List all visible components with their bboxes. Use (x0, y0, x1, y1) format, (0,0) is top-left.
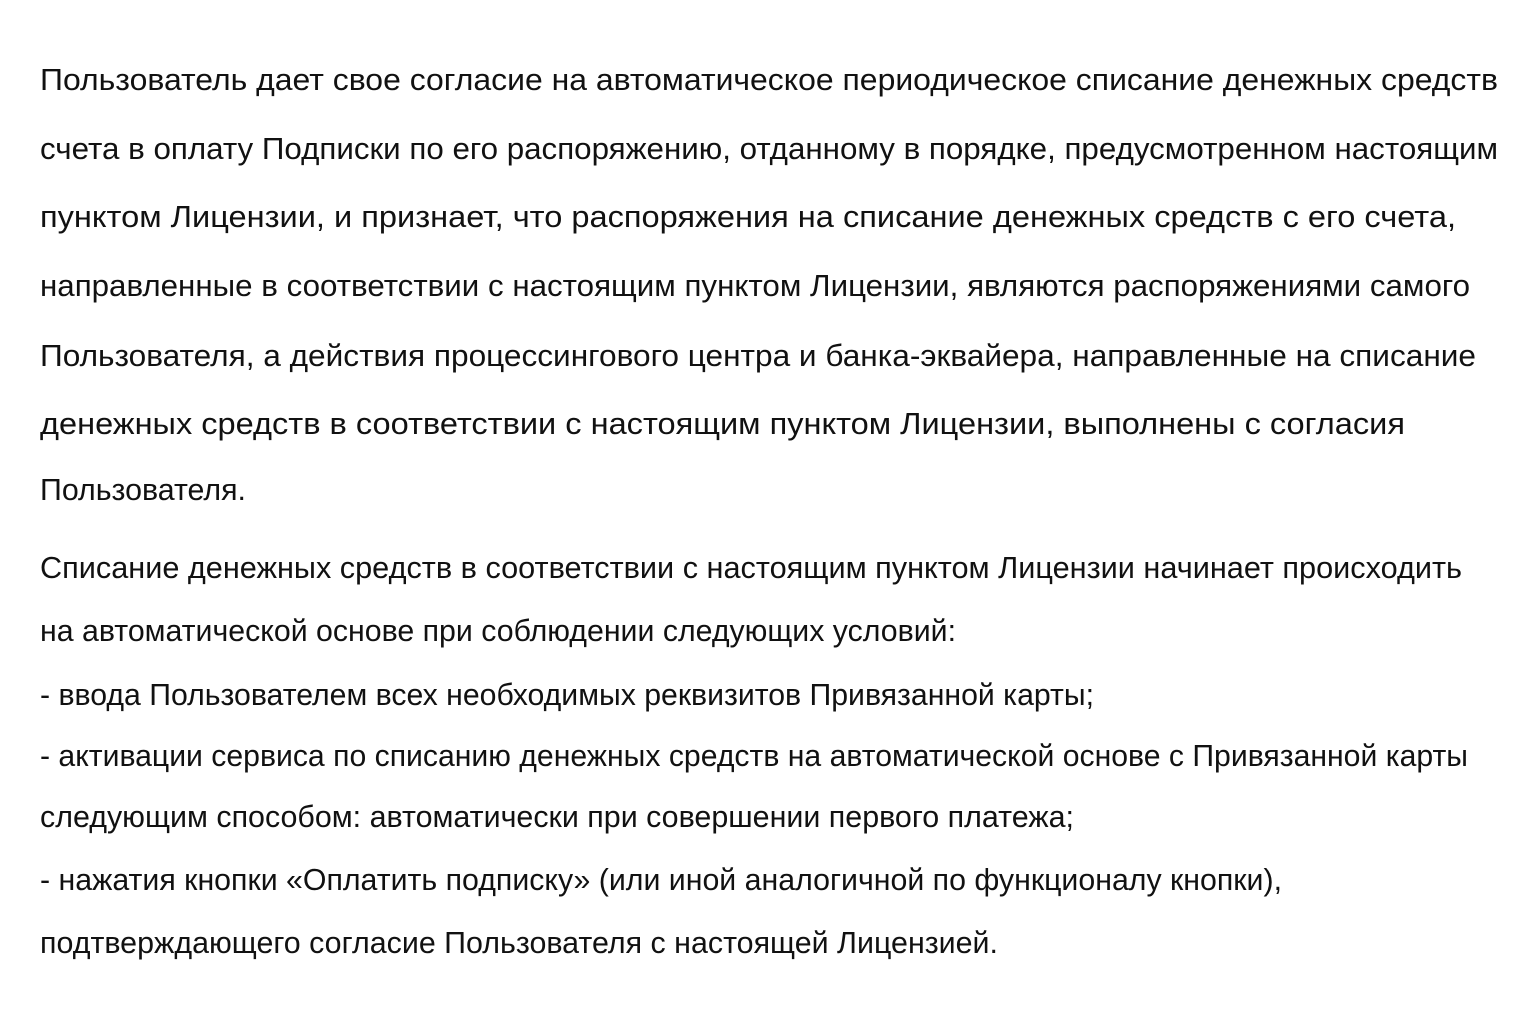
list-item-continuation: подтверждающего согласие Пользователя с настоящей Лицензией. (40, 925, 998, 960)
text-line: пунктом Лицензии, и признает, что распоряжения на списание денежных средств с его счета, (40, 199, 1456, 234)
text-line: денежных средств в соответствии с настоящим пунктом Лицензии, выполнены с согласия (40, 406, 1405, 441)
text-line: на автоматической основе при соблюдении следующих условий: (40, 613, 956, 648)
text-line: направленные в соответствии с настоящим пунктом Лицензии, являются распоряжениями самого (40, 268, 1470, 303)
list-item: - нажатия кнопки «Оплатить подписку» (или иной аналогичной по функционалу кнопки), (40, 862, 1282, 897)
list-item: - ввода Пользователем всех необходимых реквизитов Привязанной карты; (40, 677, 1094, 712)
list-item-continuation: следующим способом: автоматически при совершении первого платежа; (40, 799, 1074, 834)
text-line: Пользователь дает свое согласие на автоматическое периодическое списание денежных средств (40, 62, 1498, 97)
text-line: Пользователя, а действия процессингового центра и банка-эквайера, направленные на списание (40, 338, 1476, 373)
text-line: счета в оплату Подписки по его распоряжению, отданному в порядке, предусмотренном настоящим (40, 131, 1498, 166)
text-line: Списание денежных средств в соответствии с настоящим пунктом Лицензии начинает происходить (40, 550, 1462, 585)
text-line: Пользователя. (40, 472, 246, 507)
list-item: - активации сервиса по списанию денежных средств на автоматической основе с Привязанной карты (40, 738, 1468, 773)
